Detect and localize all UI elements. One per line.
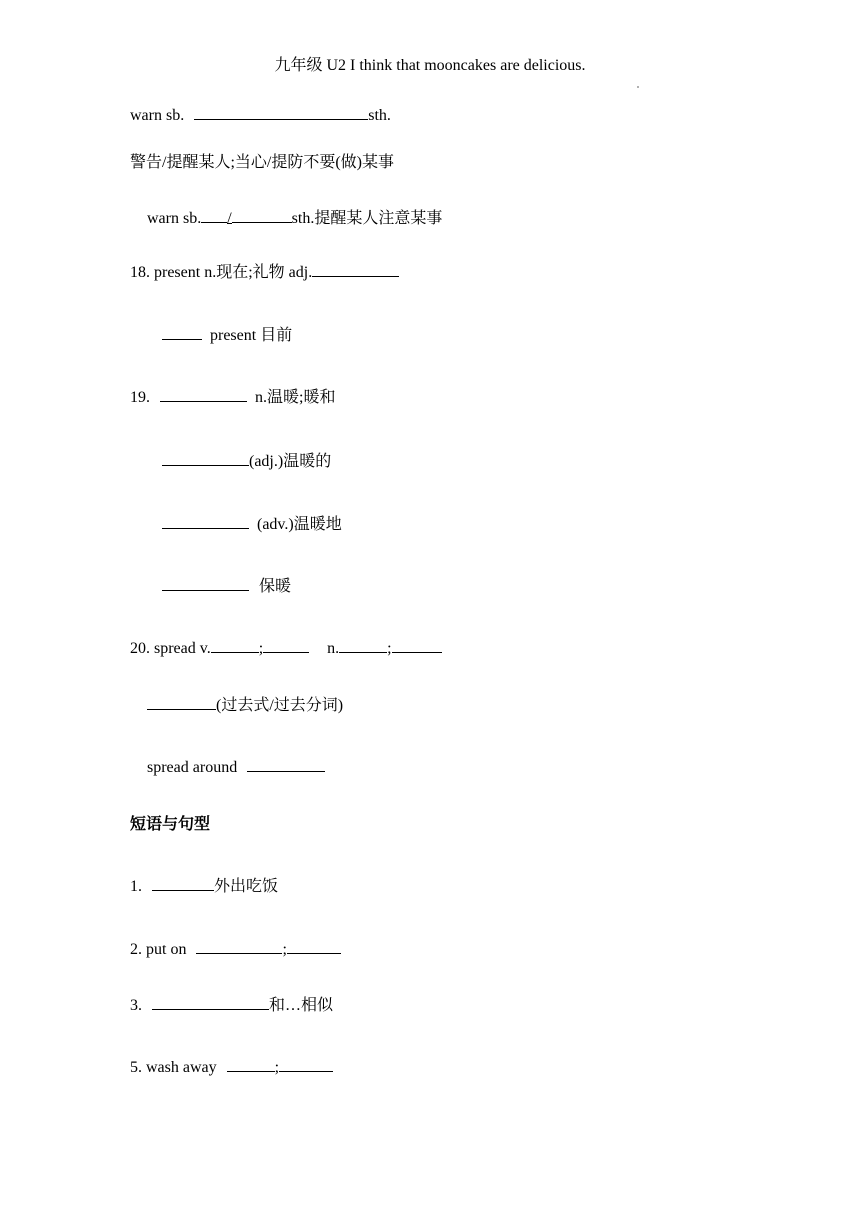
line-at-present (162, 325, 292, 346)
line-text: (adv.)温暖地 (257, 516, 342, 533)
page-header-title: 九年级 U2 I think that mooncakes are delicious. (274, 57, 586, 74)
answer-blank[interactable] (196, 939, 282, 954)
line-keep-warm (162, 576, 291, 597)
line-text: 20. spread v. (130, 640, 211, 657)
line-text: 保暖 (259, 578, 292, 595)
answer-blank[interactable] (147, 695, 216, 710)
line-text: 5. wash away (130, 1059, 217, 1076)
answer-blank[interactable] (201, 208, 227, 223)
answer-blank[interactable] (232, 208, 292, 223)
line-warmth (130, 387, 335, 408)
phrase-item-1 (130, 876, 278, 897)
answer-blank[interactable] (339, 638, 387, 653)
answer-blank[interactable] (211, 638, 259, 653)
line-text: n.温暖;暖和 (255, 389, 336, 406)
answer-blank[interactable] (152, 995, 269, 1010)
answer-blank[interactable] (263, 638, 309, 653)
line-text: 1. (130, 878, 142, 895)
line-warn-sb (130, 105, 391, 126)
stray-dot (637, 86, 639, 88)
line-text: n. (327, 640, 340, 657)
answer-blank[interactable] (227, 1057, 275, 1072)
line-text: 18. present n.现在;礼物 adj. (130, 264, 313, 281)
line-warn-sb-2 (147, 208, 442, 229)
line-text: ; (387, 640, 392, 657)
answer-blank[interactable] (162, 514, 249, 529)
line-spread-around (147, 757, 325, 778)
phrase-item-3 (130, 995, 333, 1016)
line-text: ; (274, 1059, 280, 1076)
line-text: 和…相似 (269, 997, 334, 1014)
line-text: (adj.)温暖的 (249, 453, 332, 470)
answer-blank[interactable] (162, 325, 202, 340)
answer-blank[interactable] (194, 105, 368, 120)
line-text: warn sb. (147, 210, 202, 227)
line-warn-meaning: 警告/提醒某人;当心/提防不要(做)某事 (130, 154, 394, 171)
blank-slash: / (227, 210, 232, 227)
answer-blank[interactable] (162, 451, 249, 466)
line-text: sth.提醒某人注意某事 (291, 210, 443, 227)
answer-blank[interactable] (392, 638, 442, 653)
line-text: present 目前 (210, 327, 293, 344)
answer-blank[interactable] (287, 939, 341, 954)
line-warm-adj (162, 451, 331, 472)
phrase-item-5 (130, 1057, 333, 1078)
answer-blank[interactable] (247, 757, 325, 772)
answer-blank[interactable] (152, 876, 214, 891)
answer-blank[interactable] (162, 576, 249, 591)
line-text: 3. (130, 997, 142, 1014)
line-text: warn sb. (130, 107, 185, 124)
line-warmly-adv (162, 514, 342, 535)
line-text: ; (282, 941, 287, 958)
line-text: 外出吃饭 (214, 878, 279, 895)
line-spread-past (147, 695, 343, 716)
answer-blank[interactable] (160, 387, 247, 402)
line-text: 2. put on (130, 941, 187, 958)
answer-blank[interactable] (279, 1057, 333, 1072)
line-text: (过去式/过去分词) (216, 697, 344, 714)
line-spread (130, 638, 442, 659)
line-present (130, 262, 399, 283)
line-text: 19. (130, 389, 150, 406)
line-text: sth. (368, 107, 391, 124)
line-text: ; (258, 640, 264, 657)
section-heading-phrases: 短语与句型 (130, 816, 211, 833)
phrase-item-2 (130, 939, 341, 960)
line-text: spread around (147, 759, 238, 776)
answer-blank[interactable] (312, 262, 399, 277)
